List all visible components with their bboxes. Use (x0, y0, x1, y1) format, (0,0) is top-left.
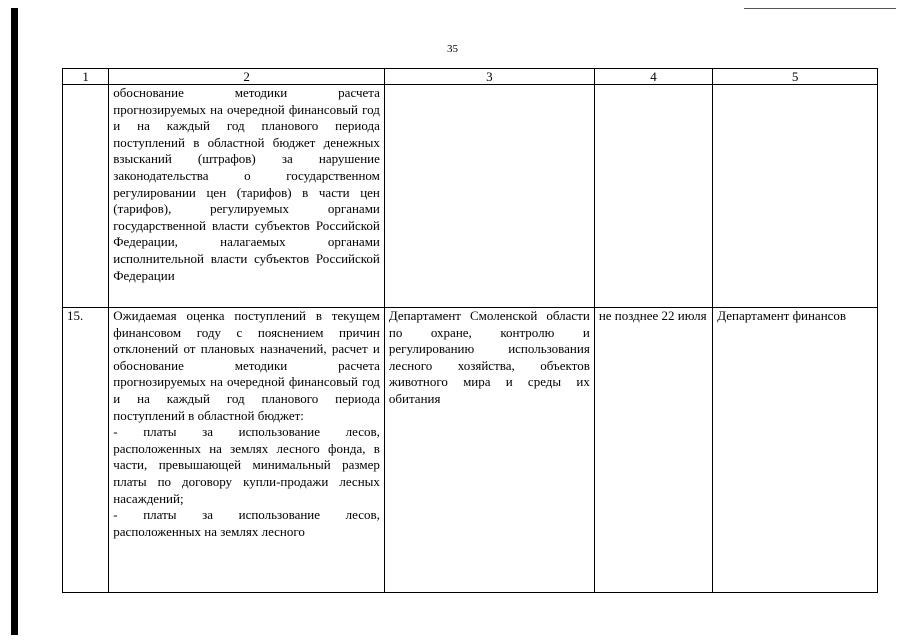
column-header-5: 5 (713, 69, 878, 85)
column-header-4: 4 (594, 69, 712, 85)
row-description (109, 308, 385, 593)
row-responsible: Департамент Смоленской области по охране, контролю и регулированию использования лесного хозяйства, объектов животного мира и среды их обитания (384, 308, 594, 593)
top-rule-line (744, 8, 896, 9)
table-row (63, 308, 878, 593)
table-row (63, 85, 878, 308)
description-item: - платы за использование лесов, расположенных на землях лесного фонда, в части, превышающей минимальный размер платы по договору купли-продажи лесных насаждений; (113, 424, 380, 506)
row-recipient (713, 85, 878, 308)
scan-edge-bar (11, 8, 18, 635)
header-row (63, 69, 878, 85)
column-header-2: 2 (109, 69, 385, 85)
row-number (63, 85, 109, 308)
column-header-3: 3 (384, 69, 594, 85)
row-responsible (384, 85, 594, 308)
description-paragraph: Ожидаемая оценка поступлений в текущем финансовом году с пояснением причин отклонений от плановых назначений, расчет и обоснование методики расчета прогнозируемых на очередной финансовый год и на каждый год планового периода поступлений в областной бюджет: (113, 308, 380, 423)
row-deadline: не позднее 22 июля (594, 308, 712, 593)
row-recipient: Департамент финансов (713, 308, 878, 593)
row-number: 15. (63, 308, 109, 593)
document-table (62, 68, 878, 593)
row-description (109, 85, 385, 308)
description-paragraph: обоснование методики расчета прогнозируемых на очередной финансовый год и на каждый год планового периода поступлений в областной бюджет денежных взысканий (штрафов) за нарушение законодательства о государственном регулировании цен (тарифов) в части цен (тарифов), регулируемых органами государственной власти субъектов Российской Федерации, налагаемых органами исполнительной власти субъектов Российской Федерации (113, 85, 380, 283)
description-item: - платы за использование лесов, расположенных на землях лесного (113, 507, 380, 539)
page-number: 35 (447, 43, 458, 55)
row-deadline (594, 85, 712, 308)
column-header-1: 1 (63, 69, 109, 85)
